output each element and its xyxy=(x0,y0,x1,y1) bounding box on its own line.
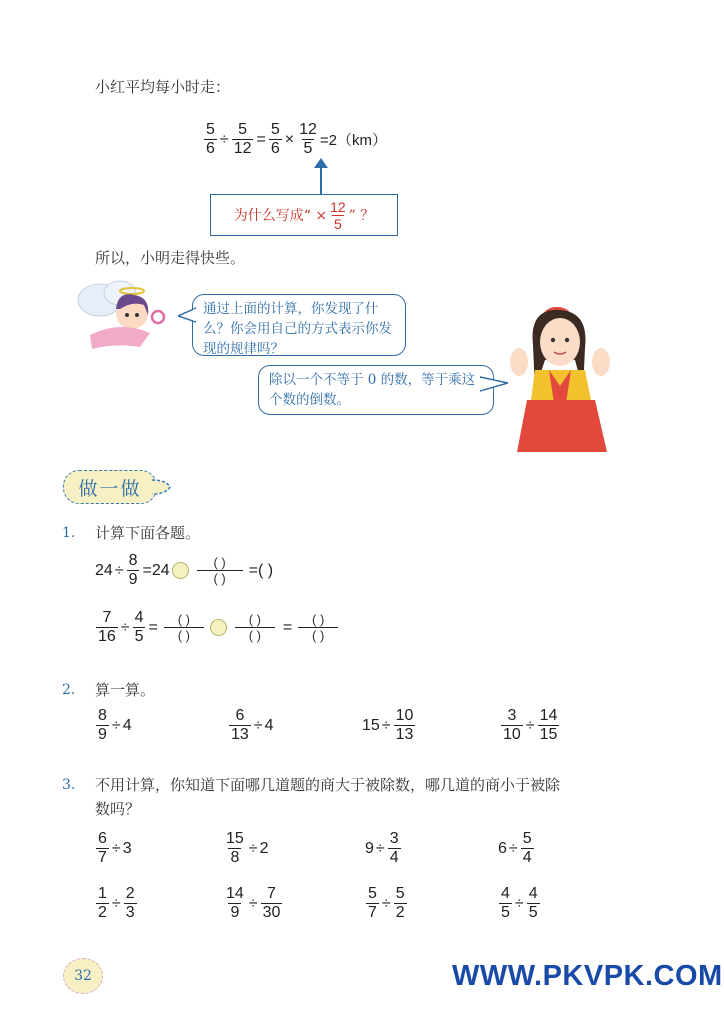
section-badge xyxy=(63,470,157,504)
denominator: 2 xyxy=(395,904,405,921)
fraction xyxy=(224,831,246,866)
whole-number: 6 xyxy=(498,839,507,857)
operator: ÷ xyxy=(111,839,121,857)
whole-number: 2 xyxy=(259,839,269,857)
fraction xyxy=(229,708,251,743)
angel-speech-bubble: 通过上面的计算，你发现了什么？你会用自己的方式表示你发现的规律吗？ xyxy=(192,294,406,356)
expression xyxy=(498,831,535,866)
denominator: 2 xyxy=(98,904,107,921)
fraction xyxy=(394,886,407,921)
fraction xyxy=(394,708,416,743)
denominator: 9 xyxy=(98,726,107,743)
denominator: 13 xyxy=(395,726,414,743)
q1-row1: 24 ÷ $\frac{8}{9}$ =24 ( ) ( ) =( ) xyxy=(95,552,274,588)
fraction xyxy=(124,886,137,921)
expression xyxy=(500,708,560,743)
division-calculation: $\frac{5}{6}$ ÷ $\frac{5}{12}$ = $\frac{5}{6}$ × $\frac{12}{5}$ =2（km） xyxy=(206,121,387,157)
numerator: 15 xyxy=(226,830,244,847)
numerator: 7 xyxy=(267,885,276,902)
numerator: 6 xyxy=(98,830,107,847)
numerator: 5 xyxy=(522,830,532,847)
girl-illustration xyxy=(505,290,615,460)
girl-speech-bubble: 除以一个不等于 0 的数，等于乘这个数的倒数。 xyxy=(258,365,494,415)
answer-fraction-blank[interactable]: ( ) ( ) xyxy=(298,612,338,643)
fraction: $\frac{12}{5}$ xyxy=(330,198,346,232)
question-number: 3. xyxy=(62,777,76,793)
angel-illustration xyxy=(70,275,180,355)
fraction xyxy=(521,831,534,866)
denominator: 4 xyxy=(522,849,532,866)
operator: ÷ xyxy=(381,716,391,734)
expression xyxy=(95,708,132,743)
question-box: 为什么写成“ × $\frac{12}{5}$ ” ？ xyxy=(210,194,398,236)
result: =2（km） xyxy=(319,132,387,149)
arrow-up-icon xyxy=(311,158,331,196)
denominator: 9 xyxy=(230,904,240,921)
expression xyxy=(365,831,402,866)
fraction: $\frac{12}{5}$ xyxy=(299,121,317,157)
denominator: 8 xyxy=(230,849,240,866)
denominator: 7 xyxy=(368,904,377,921)
operator: ÷ xyxy=(381,894,391,912)
numerator: 3 xyxy=(507,707,517,724)
numerator: 14 xyxy=(539,707,558,724)
operator-circle[interactable] xyxy=(172,562,189,579)
question-text: 不用计算，你知道下面哪几道题的商大于被除数，哪几道的商小于被除 xyxy=(95,776,561,794)
fraction xyxy=(501,708,523,743)
denominator: 10 xyxy=(503,726,521,743)
expression xyxy=(498,886,541,921)
answer-blank[interactable]: =( ) xyxy=(248,561,274,579)
numerator: 5 xyxy=(395,885,405,902)
operator: ÷ xyxy=(514,894,524,912)
q1-row2: $\frac{7}{16}$ ÷ $\frac{4}{5}$ = ( ) ( ) ( ) ( ) = ( ) ( ) xyxy=(95,610,342,645)
fraction: $\frac{5}{12}$ xyxy=(233,121,252,157)
fraction xyxy=(96,831,109,866)
fraction: $\frac{4}{5}$ xyxy=(134,609,144,645)
fraction: $\frac{8}{9}$ xyxy=(128,552,138,588)
q3-row2 xyxy=(95,886,655,926)
numerator: 4 xyxy=(501,885,510,902)
answer-fraction-blank[interactable]: ( ) ( ) xyxy=(235,612,275,643)
answer-fraction-blank[interactable]: ( ) ( ) xyxy=(197,555,243,586)
whole-number: 4 xyxy=(122,716,132,734)
question-number: 1. xyxy=(62,525,76,541)
fraction xyxy=(388,831,401,866)
fraction xyxy=(224,886,246,921)
intro-line: 小红平均每小时走： xyxy=(95,78,231,96)
operator: ÷ xyxy=(525,716,535,734)
whole-number: 3 xyxy=(122,839,132,857)
operator: ÷ xyxy=(248,839,258,857)
fraction xyxy=(96,886,109,921)
whole-number: 9 xyxy=(365,839,374,857)
expression xyxy=(223,886,283,921)
section-title: 做一做 xyxy=(78,477,142,500)
whole-number: 15 xyxy=(362,716,380,734)
numerator: 4 xyxy=(528,885,538,902)
question-number: 2. xyxy=(62,682,76,698)
fraction xyxy=(499,886,512,921)
numerator: 8 xyxy=(98,707,107,724)
numerator: 5 xyxy=(368,885,377,902)
page-number-badge xyxy=(63,958,103,994)
expression xyxy=(95,886,138,921)
numerator: 1 xyxy=(98,885,107,902)
numerator: 14 xyxy=(226,885,244,902)
answer-fraction-blank[interactable]: ( ) ( ) xyxy=(164,612,204,643)
fraction xyxy=(261,886,283,921)
q2-row xyxy=(95,708,655,748)
denominator: 13 xyxy=(231,726,249,743)
q3-row1 xyxy=(95,831,655,871)
numerator: 3 xyxy=(389,830,399,847)
expression xyxy=(362,708,416,743)
fraction: $\frac{7}{16}$ xyxy=(98,609,116,645)
page-number: 32 xyxy=(74,968,92,984)
watermark-url: WWW.PKVPK.COM xyxy=(452,960,723,992)
conclusion-line: 所以，小明走得快些。 xyxy=(95,249,246,267)
operator: ÷ xyxy=(111,894,121,912)
question-text: 算一算。 xyxy=(95,681,156,699)
question-text: 计算下面各题。 xyxy=(95,524,201,542)
fraction xyxy=(96,708,109,743)
operator: ÷ xyxy=(253,716,263,734)
question-text-cont: 数吗？ xyxy=(95,800,141,818)
denominator: 5 xyxy=(501,904,510,921)
operator: ÷ xyxy=(111,716,121,734)
fraction: $\frac{5}{6}$ xyxy=(206,121,215,157)
fraction xyxy=(538,708,560,743)
denominator: 5 xyxy=(528,904,538,921)
bubble-tail-icon xyxy=(480,375,508,393)
fraction xyxy=(527,886,540,921)
denominator: 3 xyxy=(125,904,135,921)
denominator: 7 xyxy=(98,849,107,866)
operator: ÷ xyxy=(375,839,385,857)
fraction xyxy=(366,886,379,921)
whole-number: 4 xyxy=(264,716,274,734)
numerator: 2 xyxy=(125,885,135,902)
expression xyxy=(223,831,268,866)
badge-tip-icon xyxy=(150,478,174,496)
numerator: 10 xyxy=(395,707,414,724)
expression xyxy=(95,831,132,866)
expression xyxy=(228,708,273,743)
denominator: 4 xyxy=(389,849,399,866)
operator: ÷ xyxy=(508,839,518,857)
operator-circle[interactable] xyxy=(210,619,227,636)
expression xyxy=(365,886,408,921)
denominator: 15 xyxy=(539,726,558,743)
operator: ÷ xyxy=(248,894,258,912)
numerator: 6 xyxy=(235,707,245,724)
denominator: 30 xyxy=(262,904,281,921)
bubble-tail-icon xyxy=(178,306,196,324)
fraction: $\frac{5}{6}$ xyxy=(270,121,280,157)
